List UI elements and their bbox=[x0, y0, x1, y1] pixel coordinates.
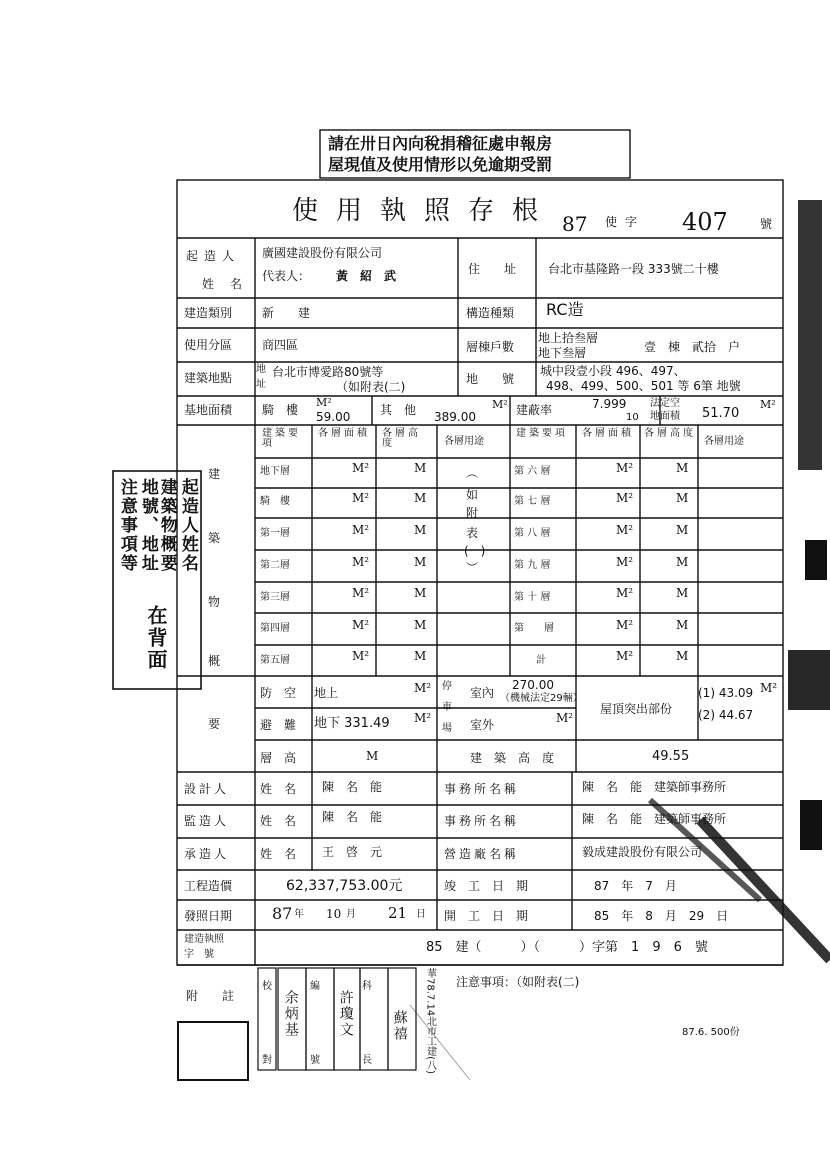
building-type-value: 新 建 bbox=[262, 306, 311, 320]
use-note: ︵ bbox=[466, 466, 479, 480]
zoning-value: 商四區 bbox=[262, 338, 299, 352]
builder-company: 廣國建設股份有限公司 bbox=[262, 246, 383, 260]
col-area-left: 各層面積 bbox=[318, 428, 370, 439]
building-height-value: 49.55 bbox=[652, 749, 690, 764]
coverage-den: 10 bbox=[626, 412, 639, 423]
height-unit: M bbox=[414, 491, 427, 505]
section-label-char: 物 bbox=[208, 595, 221, 609]
section-label-char: 築 bbox=[208, 531, 221, 545]
header-number: 407 bbox=[682, 208, 728, 236]
approval-stamp: 華78.7.14北市工建(八) bbox=[424, 968, 436, 1074]
floor-label: 第 九 層 bbox=[514, 560, 551, 571]
signature-2: 許瓊文 bbox=[337, 990, 354, 1038]
side-note-col-4: 注意事項等 bbox=[116, 478, 137, 573]
floors-count-label: 層棟戶數 bbox=[466, 340, 515, 354]
remarks-note: 注意事項：（如附表(二) bbox=[456, 975, 580, 989]
issue-day: 21 bbox=[388, 904, 408, 922]
area-unit: M² bbox=[352, 491, 370, 505]
roof-value-2: (2) 44.67 bbox=[698, 708, 754, 722]
height-unit: M bbox=[676, 523, 689, 537]
floor-label: 第 層 bbox=[514, 623, 554, 634]
structure-value: RC造 bbox=[546, 300, 584, 319]
height-unit: M bbox=[414, 523, 427, 537]
builder-label: 起造人 bbox=[186, 249, 241, 263]
chief-label: 科 bbox=[362, 981, 372, 992]
col-height-right: 各層高度 bbox=[644, 428, 696, 439]
use-note: 附 bbox=[466, 506, 479, 520]
floor-label: 地下層 bbox=[260, 466, 290, 477]
area-unit: M² bbox=[616, 555, 634, 569]
cost-value: 62,337,753.00元 bbox=[286, 878, 403, 894]
coverage-num: 7.999 bbox=[592, 397, 627, 411]
parking-indoor-note: （機械法定29輛） bbox=[500, 693, 583, 704]
roof-unit: M² bbox=[760, 681, 778, 695]
floor-label: 第三層 bbox=[260, 592, 290, 603]
permit-label-1: 建造執照 bbox=[184, 934, 224, 945]
floor-label: 第 七 層 bbox=[514, 496, 551, 507]
coverage-label: 建蔽率 bbox=[516, 403, 553, 417]
shelter-label-2: 避 難 bbox=[260, 718, 297, 732]
check-label-2: 對 bbox=[262, 1055, 272, 1066]
floor-label: 第一層 bbox=[260, 528, 290, 539]
contractor-firm: 毅成建設股份有限公司 bbox=[582, 845, 703, 859]
zoning-label: 使用分區 bbox=[184, 338, 233, 352]
supervisor-firm-label: 事務所名稱 bbox=[444, 814, 520, 828]
floor-label: 第 六 層 bbox=[514, 466, 551, 477]
form-title: 使用執照存根 bbox=[292, 196, 557, 226]
shelter-label-1: 防 空 bbox=[260, 686, 297, 700]
shelter-above: 地上 bbox=[314, 686, 339, 700]
completion-label: 竣 工 日 期 bbox=[444, 879, 529, 893]
notice-line-2: 屋現值及使用情形以免逾期受罰 bbox=[328, 155, 553, 174]
height-unit: M bbox=[676, 555, 689, 569]
other-label: 其 他 bbox=[380, 403, 417, 417]
location-label: 建築地點 bbox=[184, 371, 233, 385]
parking-label: 停 bbox=[442, 681, 452, 692]
parking-indoor-value: 270.00 bbox=[512, 678, 554, 692]
side-note-back: 在背面 bbox=[144, 605, 168, 671]
supervisor-name: 陳 名 能 bbox=[322, 810, 383, 824]
lot-line-1: 城中段壹小段 496、497、 bbox=[540, 364, 686, 378]
designer-firm-label: 事務所名稱 bbox=[444, 782, 520, 796]
other-unit: M² bbox=[492, 398, 508, 411]
legal-space-unit: M² bbox=[760, 398, 776, 411]
height-unit: M bbox=[414, 461, 427, 475]
shelter-unit: M² bbox=[414, 681, 432, 695]
remarks-label: 附 註 bbox=[186, 989, 235, 1003]
area-unit: M² bbox=[352, 523, 370, 537]
parking-label: 車 bbox=[442, 702, 452, 713]
building-type-label: 建造類別 bbox=[184, 306, 233, 320]
legal-space-value: 51.70 bbox=[702, 406, 740, 421]
builder-address: 台北市基隆路一段 333號二十樓 bbox=[548, 262, 719, 276]
builder-rep-name: 黃 紹 武 bbox=[336, 269, 397, 283]
location-address: 台北市博愛路80號等 bbox=[272, 365, 384, 379]
area-unit: M² bbox=[616, 618, 634, 632]
notice-line-1: 請在卅日內向稅捐稽征處申報房 bbox=[328, 134, 553, 153]
header-type: 使字 bbox=[605, 215, 646, 229]
floors-above: 地上拾叁層 bbox=[538, 331, 599, 345]
section-label-char: 建 bbox=[208, 467, 221, 481]
builder-rep-label: 代表人： bbox=[262, 269, 311, 283]
section-label-char: 要 bbox=[208, 717, 221, 731]
header-suffix: 號 bbox=[760, 217, 773, 231]
supervisor-label: 監造人 bbox=[184, 814, 230, 828]
floor-label: 第 八 層 bbox=[514, 528, 551, 539]
area-unit: M² bbox=[352, 649, 370, 663]
addr-tag-1: 地 bbox=[256, 364, 266, 375]
permit-label-2: 字 號 bbox=[184, 949, 214, 960]
arcade-unit: M² bbox=[316, 396, 332, 409]
side-note-col-1: 起造人姓名 bbox=[177, 478, 198, 573]
height-unit: M bbox=[676, 461, 689, 475]
parking-label: 場 bbox=[442, 723, 452, 734]
lot-line-2: 498、499、500、501 等 6筆 地號 bbox=[546, 379, 741, 393]
builder-addr-label: 住 址 bbox=[468, 262, 517, 276]
supervisor-name-label: 姓 名 bbox=[260, 814, 297, 828]
roof-value-1: (1) 43.09 bbox=[698, 686, 754, 700]
side-note-col-2: 建築物概要 bbox=[156, 478, 177, 573]
builder-name-label: 姓名 bbox=[202, 277, 259, 291]
floor-height-unit: M bbox=[366, 749, 379, 763]
floor-label: 第五層 bbox=[260, 655, 290, 666]
contractor-firm-label: 營造廠名稱 bbox=[444, 847, 520, 861]
parking-indoor-label: 室內 bbox=[470, 686, 495, 700]
issue-day-unit: 日 bbox=[416, 909, 426, 920]
contractor-name-label: 姓 名 bbox=[260, 847, 297, 861]
floor-label: 第 十 層 bbox=[514, 592, 551, 603]
contractor-label: 承造人 bbox=[184, 847, 230, 861]
floor-label: 第二層 bbox=[260, 560, 290, 571]
floor-label: 騎 樓 bbox=[260, 496, 290, 507]
use-note: ︶ bbox=[466, 561, 479, 575]
issue-date-label: 發照日期 bbox=[184, 909, 233, 923]
area-unit: M² bbox=[616, 491, 634, 505]
edit-label-2: 號 bbox=[310, 1055, 320, 1066]
area-unit: M² bbox=[352, 618, 370, 632]
area-unit: M² bbox=[352, 586, 370, 600]
permit-number: 85 建（ ）（ ）字第 1 9 6 號 bbox=[426, 940, 708, 955]
check-label: 校 bbox=[262, 981, 272, 992]
issue-year-unit: 年 bbox=[294, 909, 304, 920]
edit-label: 編 bbox=[310, 981, 320, 992]
height-unit: M bbox=[414, 649, 427, 663]
completion-date: 87 年 7 月 bbox=[594, 879, 677, 893]
height-unit: M bbox=[676, 491, 689, 505]
col-item-left: 建築要項 bbox=[262, 428, 301, 449]
designer-firm: 陳 名 能 建築師事務所 bbox=[582, 780, 727, 794]
cost-label: 工程造價 bbox=[184, 879, 233, 893]
height-unit: M bbox=[414, 586, 427, 600]
area-unit: M² bbox=[616, 461, 634, 475]
structure-label: 構造種類 bbox=[466, 306, 515, 320]
designer-name-label: 姓 名 bbox=[260, 782, 297, 796]
side-note-col-3: 地號、地址 bbox=[137, 478, 158, 573]
site-area-label: 基地面積 bbox=[184, 403, 233, 417]
area-unit: M² bbox=[616, 523, 634, 537]
floor-label: 第四層 bbox=[260, 623, 290, 634]
height-unit: M bbox=[414, 555, 427, 569]
col-use-right: 各層用途 bbox=[704, 436, 744, 447]
chief-label-2: 長 bbox=[362, 1055, 372, 1066]
area-unit: M² bbox=[616, 649, 634, 663]
roof-label: 屋頂突出部份 bbox=[600, 702, 673, 716]
building-height-label: 建 築 高 度 bbox=[470, 751, 555, 765]
height-unit: M bbox=[414, 618, 427, 632]
signature-1: 余炳基 bbox=[282, 990, 299, 1038]
area-unit: M² bbox=[352, 461, 370, 475]
designer-label: 設計人 bbox=[184, 782, 230, 796]
location-attach: （如附表(二) bbox=[336, 380, 406, 394]
use-note: 表 bbox=[466, 526, 479, 540]
height-unit: M bbox=[676, 586, 689, 600]
shelter-unit: M² bbox=[414, 711, 432, 725]
supervisor-firm: 陳 名 能 建築師事務所 bbox=[582, 812, 727, 826]
section-label-char: 概 bbox=[208, 654, 221, 668]
floor-total-label: 計 bbox=[536, 655, 546, 666]
start-date-label: 開 工 日 期 bbox=[444, 909, 529, 923]
legal-space-label-1: 法定空 bbox=[650, 398, 680, 409]
arcade-value: 59.00 bbox=[316, 410, 351, 424]
contractor-name: 王 啓 元 bbox=[322, 845, 383, 859]
signature-3: 蘇禧 bbox=[391, 1010, 408, 1042]
col-height-left: 各層高度 bbox=[382, 428, 421, 449]
issue-month: 10 bbox=[326, 907, 342, 921]
use-note: 如 bbox=[466, 488, 479, 502]
legal-space-label-2: 地面積 bbox=[650, 411, 680, 422]
arcade-label: 騎 樓 bbox=[262, 403, 299, 417]
height-unit: M bbox=[676, 618, 689, 632]
print-count: 87.6. 500份 bbox=[682, 1027, 740, 1038]
height-unit: M bbox=[676, 649, 689, 663]
issue-month-unit: 月 bbox=[346, 909, 356, 920]
floors-below: 地下叁層 bbox=[538, 346, 587, 360]
shelter-below: 地下 331.49 bbox=[314, 716, 390, 731]
floor-height-label: 層 高 bbox=[260, 751, 297, 765]
area-unit: M² bbox=[352, 555, 370, 569]
col-item-right: 建築要項 bbox=[516, 428, 568, 439]
parking-outdoor-label: 室外 bbox=[470, 718, 495, 732]
start-date: 85 年 8 月 29 日 bbox=[594, 909, 729, 923]
parking-outdoor-unit: M² bbox=[556, 711, 574, 725]
units-count: 壹 棟 貳拾 户 bbox=[644, 340, 741, 354]
designer-name: 陳 名 能 bbox=[322, 780, 383, 794]
col-use-left: 各層用途 bbox=[444, 436, 484, 447]
issue-year: 87 bbox=[272, 904, 293, 923]
col-area-right: 各層面積 bbox=[582, 428, 634, 439]
lot-label: 地 號 bbox=[466, 372, 515, 386]
area-unit: M² bbox=[616, 586, 634, 600]
header-year: 87 bbox=[562, 212, 588, 236]
other-value: 389.00 bbox=[434, 410, 476, 424]
addr-tag-2: 址 bbox=[256, 379, 266, 390]
use-note: (一) bbox=[464, 544, 486, 558]
